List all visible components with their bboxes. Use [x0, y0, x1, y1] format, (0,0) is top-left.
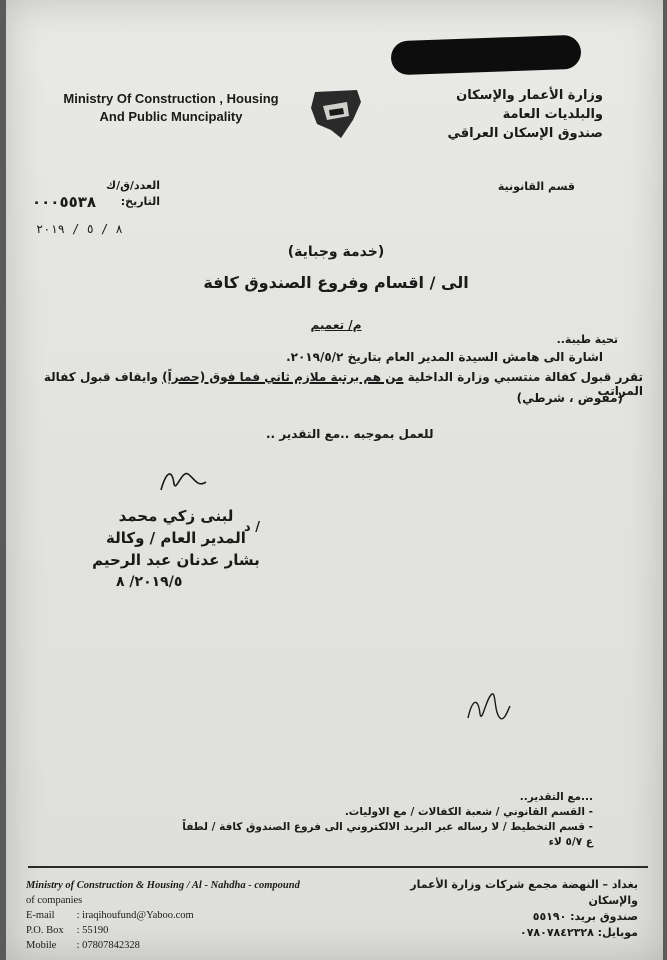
reference-labels	[106, 178, 160, 210]
signature-date: ٢٠١٩/٥/ ٨	[116, 574, 183, 590]
ministry-ar-line2: والبلديات العامة	[502, 107, 603, 122]
service-line: (خدمة وجباية)	[287, 244, 385, 260]
reference-number: ٠٠٠٥٥٣٨	[32, 193, 97, 211]
mobile-label: Mobile	[26, 940, 57, 951]
body2-tail: وايقاف قبول كفالة المراتب	[43, 370, 643, 398]
footer-mobile-row	[26, 938, 426, 953]
footer-ar-line1: بغداد – النهضة مجمع شركات وزارة الأعمار والإسكان	[410, 878, 638, 907]
footer-en-line1: Ministry of Construction & Housing / Al - Nahdha - compound	[26, 880, 300, 891]
ministry-name-english	[61, 90, 281, 126]
ministry-logo	[301, 80, 371, 150]
email-label: E-mail	[26, 910, 55, 921]
cc-line2: - قسم التخطيط / لا رساله عبر البريد الالكتروني الى فروع الصندوق كافة / لطفاً	[182, 821, 593, 833]
cc-line3: ع ٥/٧ لاء	[548, 836, 593, 848]
footer-ar-line3: موبايل: ٠٧٨٠٧٨٤٢٣٢٨	[519, 926, 638, 939]
footer-pobox-row	[26, 923, 426, 938]
pobox-value: : 55190	[76, 925, 109, 936]
body-paragraph-1: اشارة الى هامش السيدة المدير العام بتاريخ ٢٠١٩/٥/٢.	[286, 350, 603, 364]
subject-line: م/ تعميم	[310, 318, 362, 332]
ministry-en-line2: And Public Muncipality	[99, 109, 243, 124]
ministry-ar-line3: صندوق الإسكان العراقي	[447, 126, 603, 141]
footer-ar-line2: صندوق بريد: ٥٥١٩٠	[532, 910, 638, 923]
ministry-name-arabic	[448, 86, 603, 143]
mobile-value: : 07807842328	[76, 940, 140, 951]
footer-english	[26, 878, 426, 953]
footer-en-line2: of companies	[26, 895, 83, 906]
footer-email-row	[26, 908, 426, 923]
signature-block	[81, 505, 271, 571]
addressee-line: الى / اقسام وفروع الصندوق كافة	[203, 273, 469, 292]
signature-prefix: د /	[244, 520, 260, 535]
pobox-label: P.O. Box	[26, 925, 64, 936]
closing-line: للعمل بموجبه ..مع التقدير ..	[266, 427, 434, 441]
body-paragraph-3: (مفوض ، شرطي)	[516, 391, 623, 405]
ministry-en-line1: Ministry Of Construction , Housing	[63, 91, 279, 106]
signature-title: المدير العام / وكالة	[106, 529, 246, 547]
signature-name2: بشار عدنان عبد الرحيم	[92, 551, 260, 569]
number-label: العدد/ق/ك	[106, 179, 161, 192]
initials-scribble	[464, 688, 514, 728]
body2-underlined: من هم برتبة ملازم ثاني فما فوق (حصراً)	[162, 370, 404, 384]
cc-line1: - القسم القانوني / شعبة الكفالات / مع الاوليات.	[344, 806, 593, 818]
cc-line0: ...مع التقدير..	[519, 791, 593, 803]
ministry-ar-line1: وزارة الأعمار والإسكان	[456, 88, 603, 103]
redaction-mark	[390, 35, 581, 76]
reference-date: ٨ / ٥ / ٢٠١٩	[36, 222, 123, 236]
department-label: قسم القانونية	[497, 180, 575, 193]
footer-divider	[28, 866, 648, 868]
date-label: التاريخ:	[120, 195, 161, 208]
copies-list	[182, 790, 593, 850]
body2-plain: تقرر قبول كفالة منتسبي وزارة الداخلية	[407, 370, 643, 384]
email-value: : iraqihoufund@Yaboo.com	[76, 910, 194, 921]
greeting: تحية طيبة..	[556, 333, 618, 346]
letter-page	[6, 0, 663, 960]
footer-arabic	[378, 877, 638, 941]
signature-name1: لبنى زكي محمد	[118, 507, 234, 525]
signature-scribble	[156, 462, 216, 496]
